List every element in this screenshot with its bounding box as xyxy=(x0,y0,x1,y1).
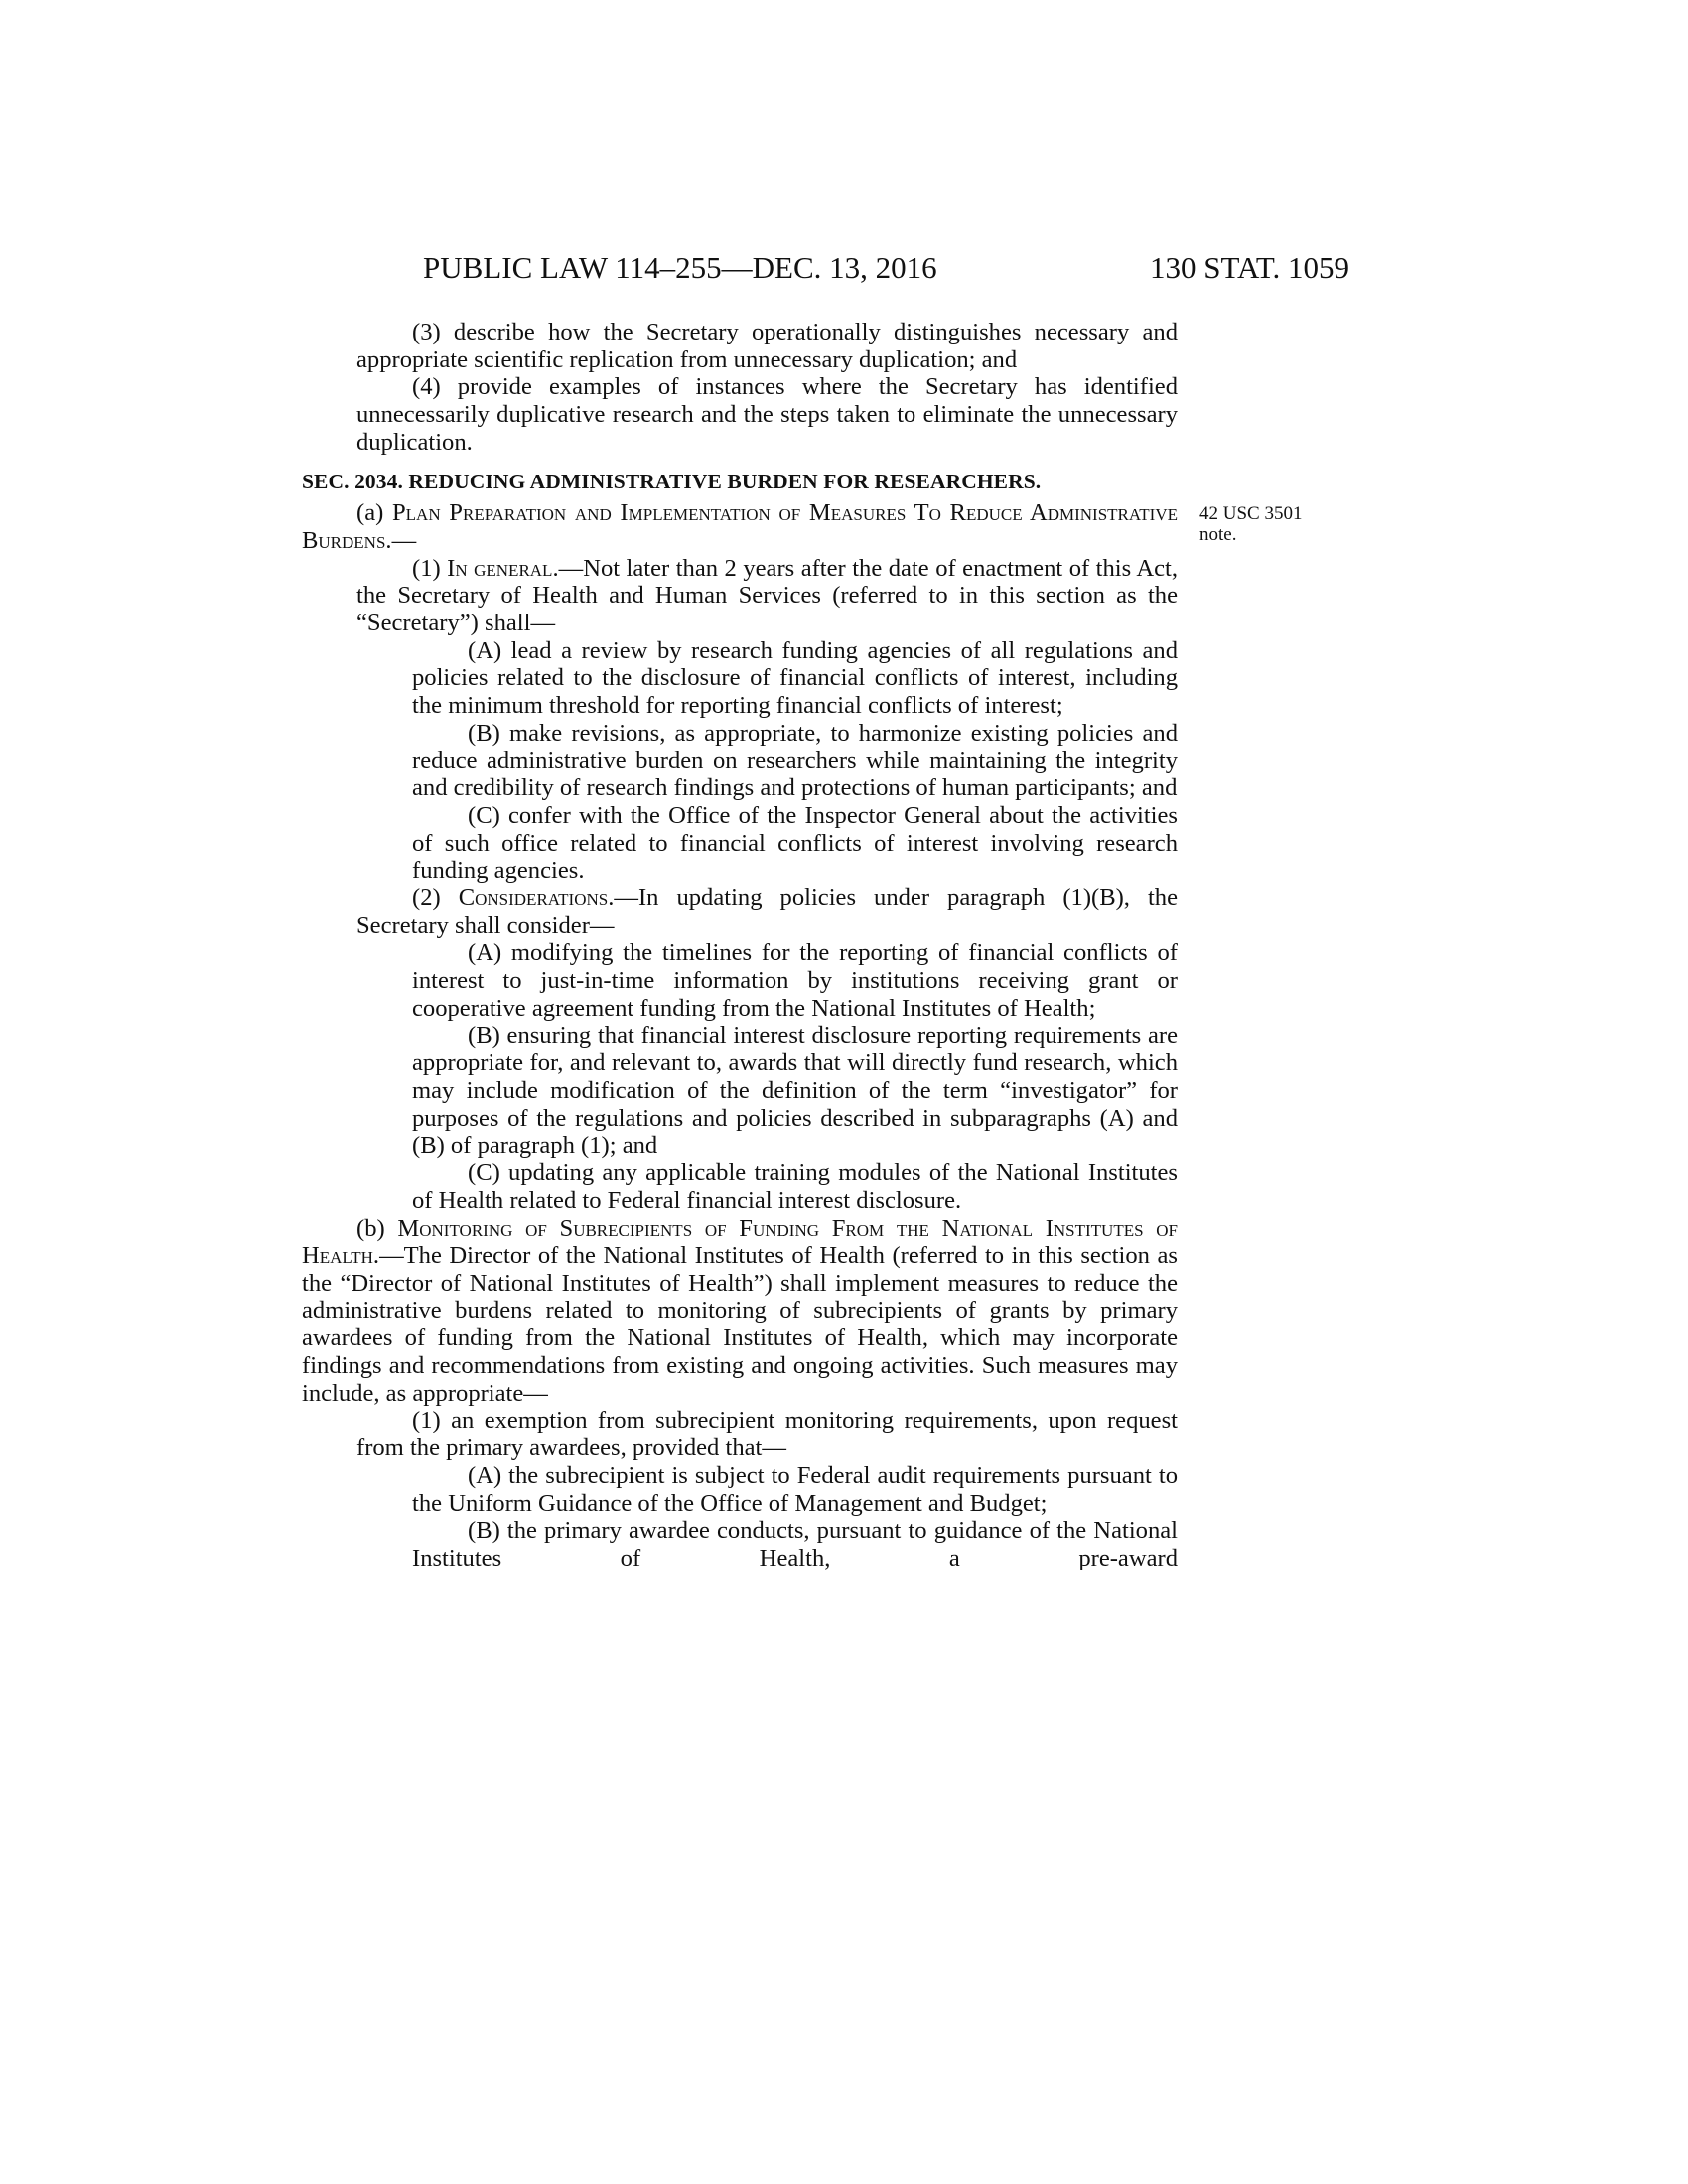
paragraph-a2-label: (2) xyxy=(412,885,441,912)
page-header xyxy=(0,248,1688,288)
subparagraph-a1C: (C) confer with the Office of the Inspector General about the activities of such office related to financial conflicts of interest involving research funding agencies. xyxy=(412,801,1178,885)
paragraph-4: (4) provide examples of instances where the Secretary has identified unnecessarily duplicative research and the steps taken to eliminate the unnecessary duplication. xyxy=(356,373,1178,456)
public-law-title: PUBLIC LAW 114–255—DEC. 13, 2016 xyxy=(423,250,937,285)
subparagraph-a2B: (B) ensuring that financial interest disclosure reporting requirements are appropriate for, and relevant to, awards that will directly fund research, which may include modification of the definition of the term “investigator” for purposes of the regulations and policies described in subparagraphs (A) and (B) of paragraph (1); and xyxy=(412,1022,1178,1160)
subsection-b-label: (b) xyxy=(356,1214,385,1242)
usc-note-label: note. xyxy=(1199,524,1237,545)
law-text-body xyxy=(302,319,1178,1572)
statute-page-reference: 130 STAT. 1059 xyxy=(1150,250,1350,285)
subsection-b-heading: Monitoring of Subrecipients of Funding From the National Institutes of Health. xyxy=(302,1214,1178,1270)
paragraph-a1-text: —Not later than 2 years after the date of enactment of this Act, the Secretary of Health and Human Services (referred to in this section as the “Secretary”) shall— xyxy=(356,554,1178,637)
paragraph-a1-label: (1) xyxy=(412,554,441,582)
subparagraph-a2A: (A) modifying the timelines for the reporting of financial conflicts of interest to just-in-time information by institutions receiving grant or cooperative agreement funding from the National Institutes of Health; xyxy=(412,939,1178,1022)
section-heading: SEC. 2034. REDUCING ADMINISTRATIVE BURDEN FOR RESEARCHERS. xyxy=(302,469,1042,493)
paragraph-a1 xyxy=(302,555,1178,637)
subsection-b xyxy=(302,1215,1178,1408)
subsection-a-heading xyxy=(302,499,1178,554)
paragraph-3: (3) describe how the Secretary operationally distinguishes necessary and appropriate scientific replication from unnecessary duplication; and xyxy=(356,319,1178,373)
usc-citation: 42 USC 3501 xyxy=(1199,503,1303,524)
usc-margin-note xyxy=(1199,503,1358,545)
subsection-a-label: (a) xyxy=(356,499,384,527)
subparagraph-b1A: (A) the subrecipient is subject to Federal audit requirements pursuant to the Uniform Guidance of the Office of Management and Budget; xyxy=(412,1461,1178,1517)
paragraph-b1: (1) an exemption from subrecipient monitoring requirements, upon request from the primary awardees, provided that— xyxy=(356,1407,1178,1462)
paragraph-a2-text: —In updating policies under paragraph (1)(B), the Secretary shall consider— xyxy=(356,885,1179,939)
subparagraph-a1B: (B) make revisions, as appropriate, to harmonize existing policies and reduce administrative burden on researchers while maintaining the integrity and credibility of research findings and protections of human participants; and xyxy=(412,719,1178,802)
paragraph-a2-heading: Considerations. xyxy=(458,885,615,912)
subsection-a-dash: — xyxy=(391,526,417,554)
subparagraph-a2C: (C) updating any applicable training modules of the National Institutes of Health related to Federal financial interest disclosure. xyxy=(412,1160,1178,1214)
subparagraph-a1A: (A) lead a review by research funding agencies of all regulations and policies related to the disclosure of financial conflicts of interest, including the minimum threshold for reporting financial conflicts of interest; xyxy=(412,636,1178,720)
paragraph-a1-heading: In general. xyxy=(447,554,559,582)
paragraph-a2 xyxy=(302,885,1178,939)
subparagraph-b1B: (B) the primary awardee conducts, pursuant to guidance of the National Institutes of Health, a pre-award xyxy=(412,1517,1178,1571)
subsection-a-title: Plan Preparation and Implementation of Measures To Reduce Administrative Burdens. xyxy=(302,499,1178,554)
subsection-b-text: —The Director of the National Institutes of Health (referred to in this section as the “Director of National Institutes of Health”) shall implement measures to reduce the administrative burdens related to monitoring of subrecipients of grants by primary awardees of funding from the National Institutes of Health, which may incorporate findings and recommendations from existing and ongoing activities. Such measures may include, as appropriate— xyxy=(302,1242,1178,1407)
